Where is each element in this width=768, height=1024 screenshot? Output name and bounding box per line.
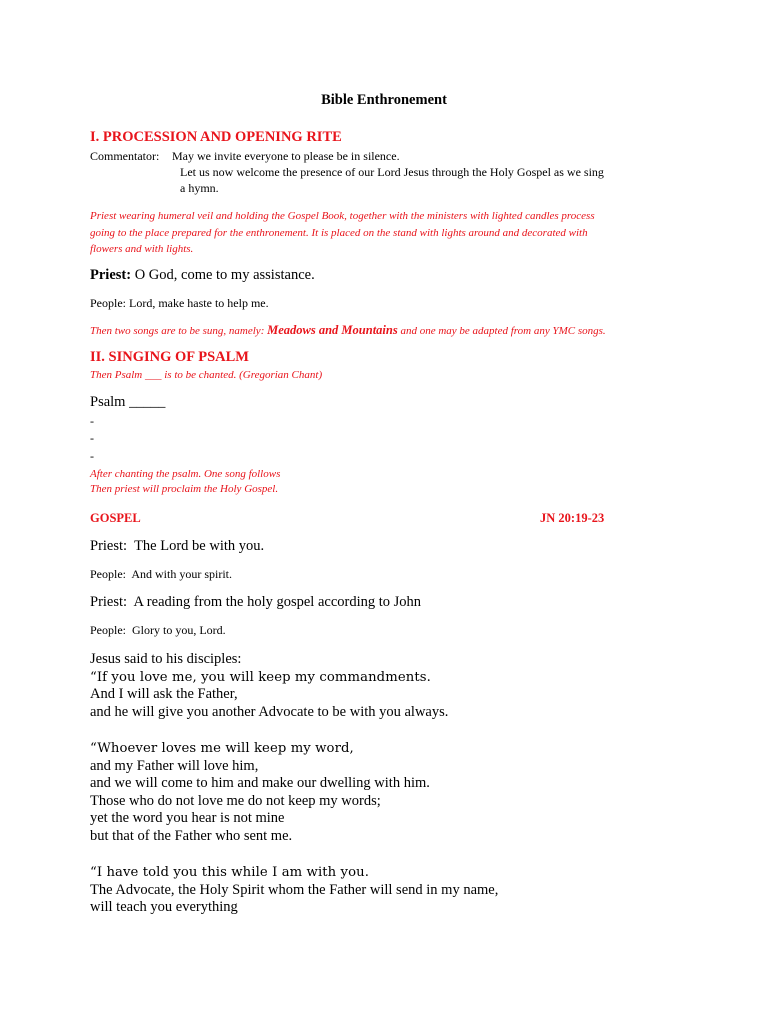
rubric-line: flowers and with lights. <box>90 243 194 255</box>
gospel-verse: And I will ask the Father, <box>90 686 238 703</box>
priest-label: Priest: <box>90 267 132 283</box>
people-response-line <box>90 567 232 582</box>
after-psalm-rubric: After chanting the psalm. One song follows <box>90 468 281 480</box>
rubric-line: going to the place prepared for the enthronement. It is placed on the stand with lights around and decorated with <box>90 227 588 239</box>
psalm-dash: - <box>90 449 94 463</box>
gospel-verse: “Whoever loves me will keep my word, <box>90 741 354 756</box>
priest-label: Priest: <box>90 538 128 554</box>
priest-announcement-line <box>90 594 421 611</box>
people-response-line <box>90 623 226 638</box>
after-psalm-rubric: Then priest will proclaim the Holy Gospel. <box>90 483 279 495</box>
psalm-dash: - <box>90 414 94 428</box>
gospel-verse: “If you love me, you will keep my commandments. <box>90 669 431 685</box>
gospel-verse: yet the word you hear is not mine <box>90 810 285 827</box>
songs-title: Meadows and Mountains <box>267 323 398 337</box>
gospel-verse: will teach you everything <box>90 899 238 916</box>
people-text: And with your spirit. <box>131 567 233 581</box>
rubric-line: Priest wearing humeral veil and holding the Gospel Book, together with the ministers with lighted candles process <box>90 210 595 222</box>
gospel-verse: The Advocate, the Holy Spirit whom the Father will send in my name, <box>90 881 499 898</box>
gospel-stanza <box>90 740 430 846</box>
gospel-heading: GOSPEL <box>90 511 141 525</box>
commentator-line: May we invite everyone to please be in silence. <box>172 149 400 163</box>
section-heading-procession: I. PROCESSION AND OPENING RITE <box>90 129 342 145</box>
priest-text: O God, come to my assistance. <box>134 267 315 283</box>
people-label: People: <box>90 623 126 637</box>
gospel-verse: “I have told you this while I am with you. <box>90 865 370 880</box>
gospel-verse: and he will give you another Advocate to be with you always. <box>90 703 449 720</box>
section-heading-psalm: II. SINGING OF PSALM <box>90 349 249 365</box>
people-response: People: Lord, make haste to help me. <box>90 296 269 310</box>
songs-rubric-after: and one may be adapted from any YMC songs. <box>397 325 606 337</box>
gospel-stanza <box>90 864 498 917</box>
gospel-verse: Jesus said to his disciples: <box>90 651 242 667</box>
people-label: People: <box>90 567 126 581</box>
psalm-line: Psalm _____ <box>90 394 166 410</box>
priest-text: The Lord be with you. <box>134 538 265 554</box>
priest-greeting-line <box>90 538 264 555</box>
gospel-verse: and we will come to him and make our dwelling with him. <box>90 775 430 792</box>
gospel-verse: Those who do not love me do not keep my words; <box>90 792 381 809</box>
priest-opening-line <box>90 267 315 284</box>
psalm-dash: - <box>90 431 94 445</box>
songs-rubric-before: Then two songs are to be sung, namely: <box>90 325 268 337</box>
commentator-line: Let us now welcome the presence of our Lord Jesus through the Holy Gospel as we sing <box>180 165 604 179</box>
gospel-reference: JN 20:19-23 <box>540 511 605 525</box>
priest-text: A reading from the holy gospel according to John <box>133 594 422 610</box>
psalm-rubric: Then Psalm ___ is to be chanted. (Gregorian Chant) <box>90 369 323 381</box>
people-text: Glory to you, Lord. <box>132 623 226 637</box>
commentator-line: a hymn. <box>180 181 219 195</box>
songs-rubric <box>90 322 606 340</box>
priest-label: Priest: <box>90 594 128 610</box>
gospel-stanza <box>90 651 448 721</box>
page-title: Bible Enthronement <box>321 92 447 108</box>
commentator-label: Commentator: <box>90 149 160 163</box>
gospel-verse: but that of the Father who sent me. <box>90 827 293 844</box>
gospel-verse: and my Father will love him, <box>90 757 259 774</box>
